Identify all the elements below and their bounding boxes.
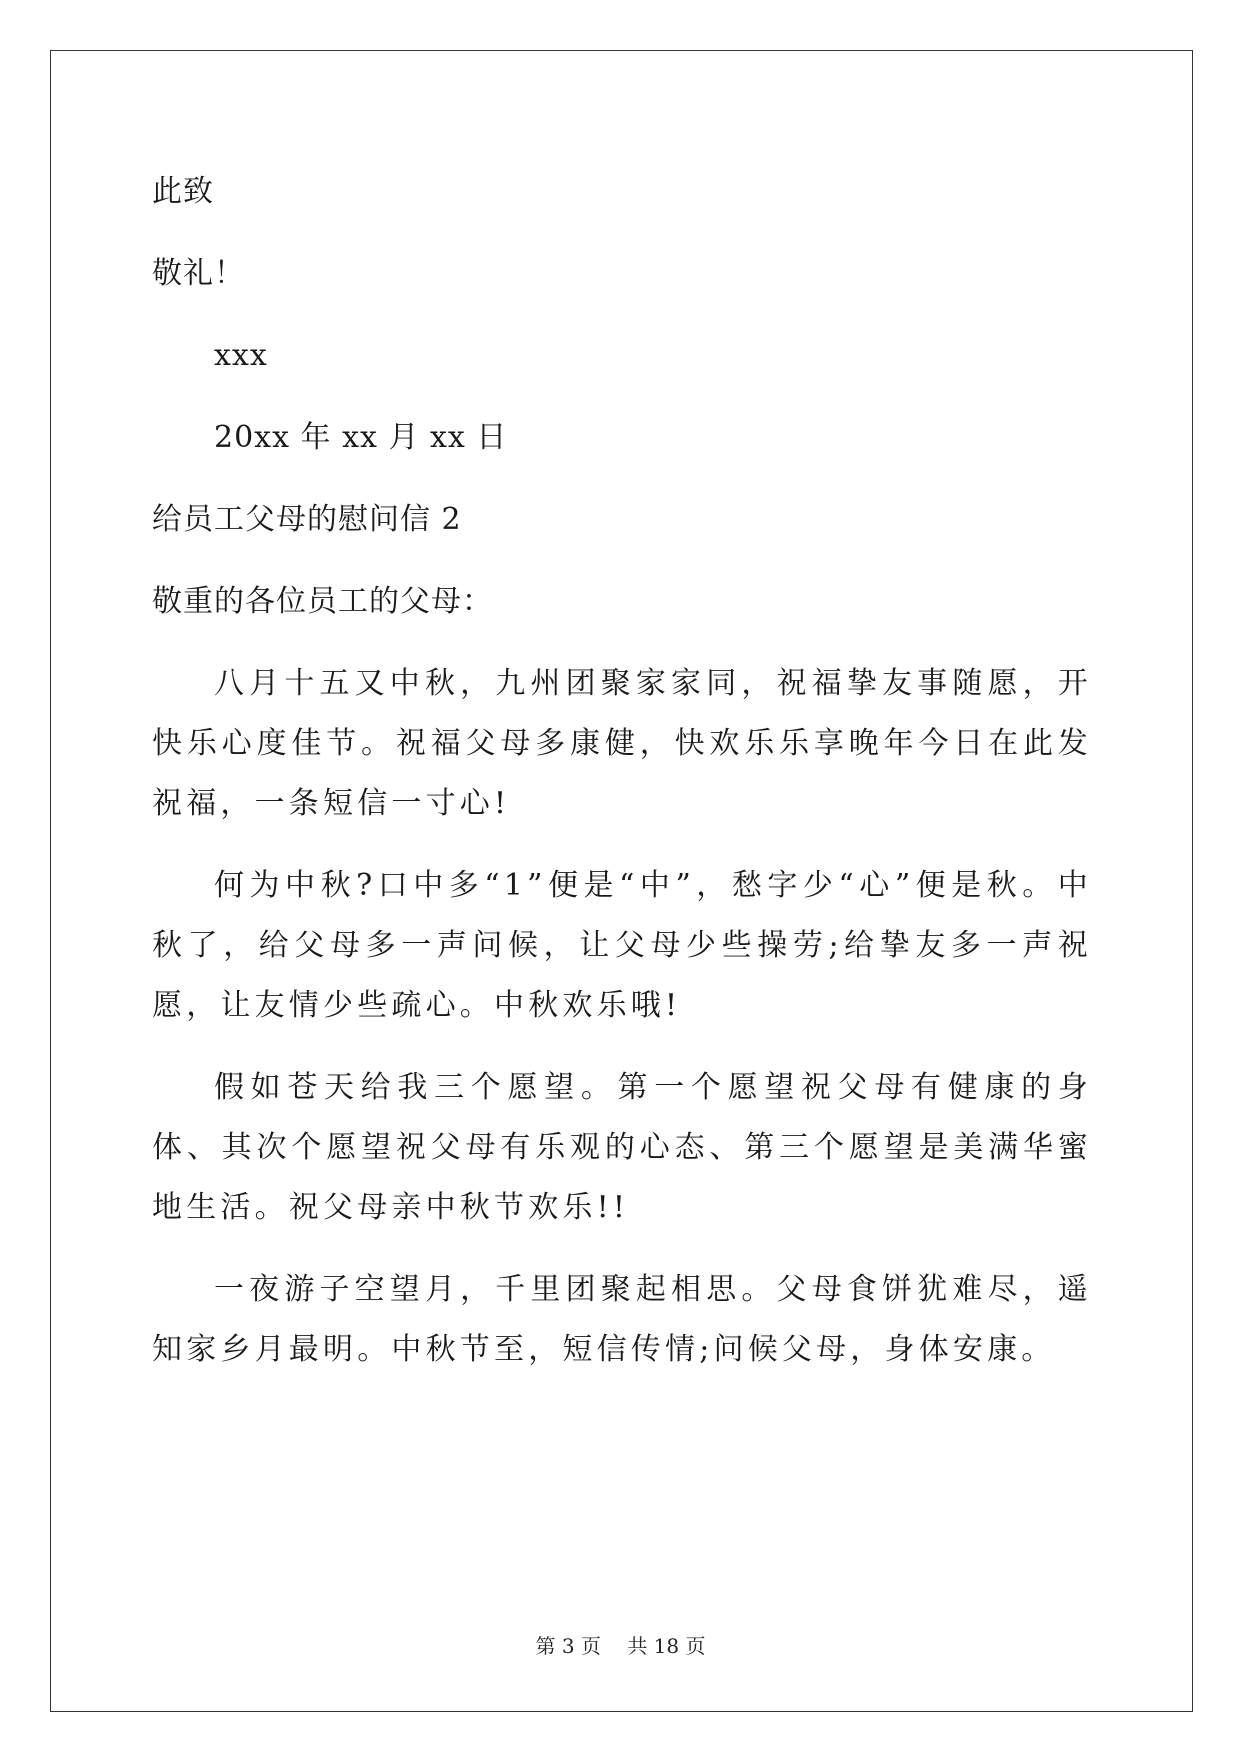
page-number: 第 3 页 (535, 1634, 601, 1658)
paragraph: 何为中秋?口中多“1”便是“中”，愁字少“心”便是秋。中秋了，给父母多一声问候，让父母少些操劳;给挚友多一声祝愿，让友情少些疏心。中秋欢乐哦! (152, 868, 1092, 1023)
closing-line-1: 此致 (152, 174, 214, 209)
page-footer (0, 1630, 1241, 1659)
page-total: 共 18 页 (627, 1634, 706, 1658)
signature: xxx (214, 338, 268, 373)
salutation: 敬重的各位员工的父母： (152, 584, 493, 619)
closing-line-2: 敬礼！ (152, 256, 245, 291)
date: 20xx 年 xx 月 xx 日 (214, 420, 508, 455)
paragraph: 假如苍天给我三个愿望。第一个愿望祝父母有健康的身体、其次个愿望祝父母有乐观的心态、第三个愿望是美满华蜜地生活。祝父母亲中秋节欢乐!! (152, 1070, 1092, 1225)
paragraph: 八月十五又中秋，九州团聚家家同，祝福挚友事随愿，开快乐心度佳节。祝福父母多康健，快欢乐乐享晚年今日在此发祝福，一条短信一寸心! (152, 666, 1092, 821)
document-body (152, 162, 1092, 1402)
letter-title: 给员工父母的慰问信 2 (152, 502, 462, 537)
paragraph: 一夜游子空望月，千里团聚起相思。父母食饼犹难尽，遥知家乡月最明。中秋节至，短信传情;问候父母，身体安康。 (152, 1272, 1092, 1367)
